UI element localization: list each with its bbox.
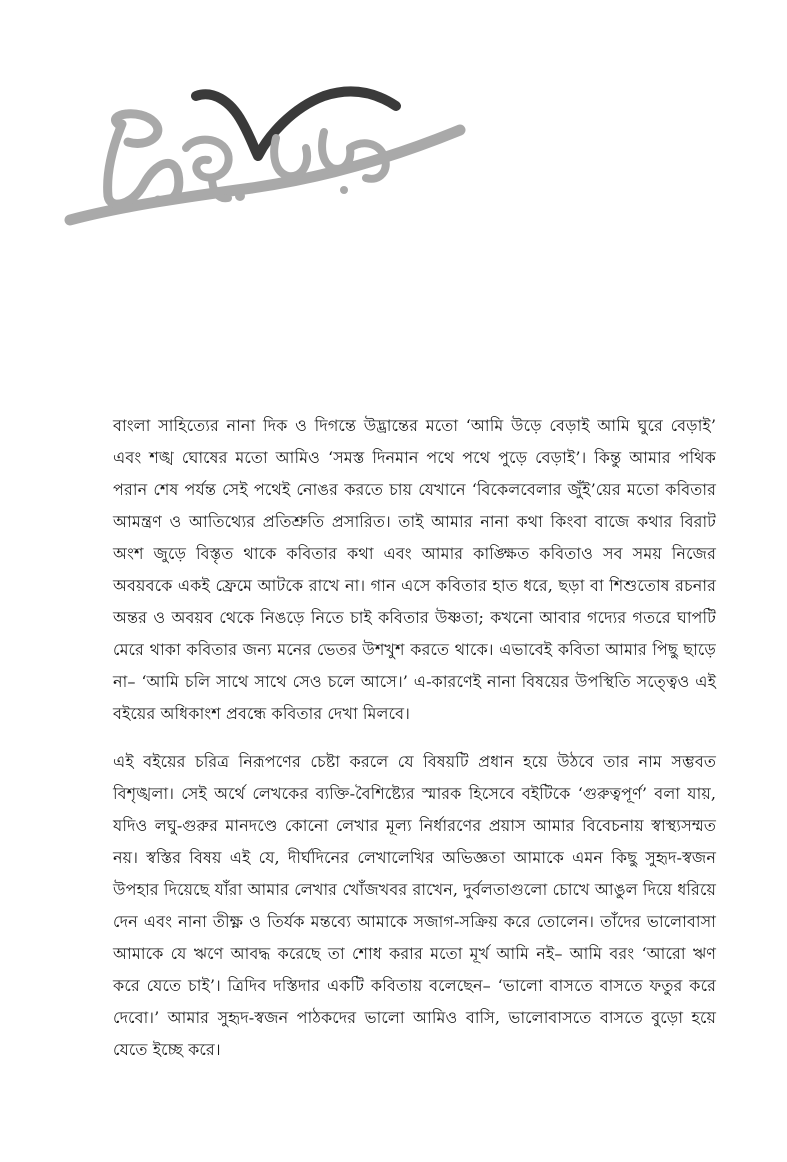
calligraphic-title-art bbox=[62, 78, 472, 238]
calligraphic-title bbox=[62, 78, 472, 238]
paragraph-2: এই বইয়ের চরিত্র নিরূপণের চেষ্টা করলে যে বিষয়টি প্রধান হয়ে উঠবে তার নাম সম্ভবত বিশৃঙ্খলা। সেই অর্থে লেখকের ব্যক্তি-বৈশিষ্ট্যের স্মারক হিসেবে বইটিকে ‘গুরুত্বপূর্ণ’ বলা যায়, যদিও লঘু-গুরুর মানদণ্ডে কোনো লেখার মূল্য নির্ধারণের প্রয়াস আমার বিবেচনায় স্বাস্থ্যসম্মত নয়। স্বস্তির বিষয় এই যে, দীর্ঘদিনের লেখালেখির অভিজ্ঞতা আমাকে এমন কিছু সুহৃদ-স্বজন উপহার দিয়েছে যাঁরা আমার লেখার খোঁজখবর রাখেন, দুর্বলতাগুলো চোখে আঙুল দিয়ে ধরিয়ে দেন এবং নানা তীক্ষ্ণ ও তির্যক মন্তব্যে আমাকে সজাগ-সক্রিয় করে তোলেন। তাঁদের ভালোবাসা আমাকে যে ঋণে আবদ্ধ করেছে তা শোধ করার মতো মূর্খ আমি নই– আমি বরং ‘আরো ঋণ করে যেতে চাই’। ত্রিদিব দস্তিদার একটি কবিতায় বলেছেন– ‘ভালো বাসতে বাসতে ফতুর করে দেবো।’ আমার সুহৃদ-স্বজন পাঠকদের ভালো আমিও বাসি, ভালোবাসতে বাসতে বুড়ো হয়ে যেতে ইচ্ছে করে। bbox=[113, 752, 716, 1059]
title-dot-1 bbox=[235, 191, 245, 201]
title-letter-1 bbox=[108, 114, 179, 204]
paragraph-1: বাংলা সাহিত্যের নানা দিক ও দিগন্তে উদ্ভ্রান্তের মতো ‘আমি উড়ে বেড়াই আমি ঘুরে বেড়াই’ এবং শঙ্খ ঘোষের মতো আমিও ‘সমস্ত দিনমান পথে পথে পুড়ে বেড়াই’। কিন্তু আমার পথিক পরান শেষ পর্যন্ত সেই পথেই নোঙর করতে চায় যেখানে ‘বিকেলবেলার জুঁই’য়ের মতো কবিতার আমন্ত্রণ ও আতিথ্যের প্রতিশ্রুতি প্রসারিত। তাই আমার নানা কথা কিংবা বাজে কথার বিরাট অংশ জুড়ে বিস্তৃত থাকে কবিতার কথা এবং আমার কাঙ্ক্ষিত কবিতাও সব সময় নিজের অবয়বকে একই ফ্রেমে আটকে রাখে না। গান এসে কবিতার হাত ধরে, ছড়া বা শিশুতোষ রচনার অন্তর ও অবয়ব থেকে নিঙড়ে নিতে চাই কবিতার উষ্ণতা; কখনো আবার গদ্যের গতরে ঘাপটি মেরে থাকা কবিতার জন্য মনের ভেতর উশখুশ করতে থাকে। এভাবেই কবিতা আমার পিছু ছাড়ে না– ‘আমি চলি সাথে সাথে সেও চলে আসে।’ এ-কারণেই নানা বিষয়ের উপস্থিতি সত্ত্বেও এই বইয়ের অধিকাংশ প্রবন্ধে কবিতার দেখা মিলবে। bbox=[113, 416, 716, 723]
title-dot-2 bbox=[340, 186, 348, 194]
body-text bbox=[113, 410, 716, 1066]
